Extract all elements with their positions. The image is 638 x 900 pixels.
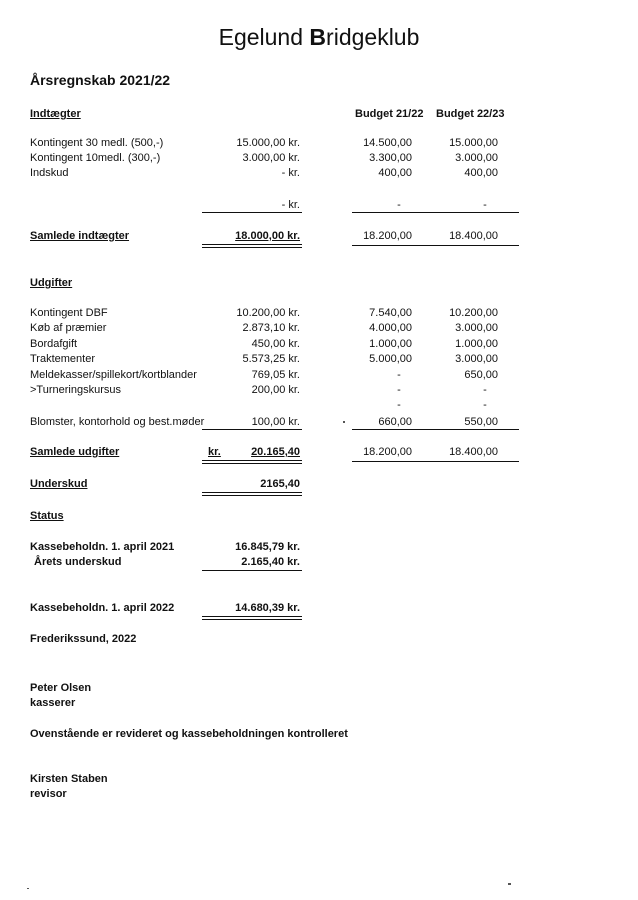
row-budget-2122: 14.500,00 (363, 137, 412, 149)
row-actual: 15.000,00 kr. (236, 137, 300, 149)
scan-speck (508, 883, 511, 885)
income-total-label: Samlede indtægter (30, 230, 130, 242)
status-rule (202, 570, 302, 571)
row-label: Meldekasser/spillekort/kortblander (30, 369, 197, 381)
row-budget-2223: 15.000,00 (449, 137, 498, 149)
blank-actual: - kr. (281, 199, 300, 211)
year-deficit-value: 2.165,40 kr. (241, 556, 300, 568)
expenses-heading: Udgifter (30, 277, 73, 289)
treasurer-role: kasserer (30, 697, 76, 709)
expense-total-budget-rule (352, 461, 519, 462)
row-label: Køb af præmier (30, 322, 107, 334)
row-label: Kontingent 10medl. (300,-) (30, 152, 161, 164)
row-budget-2223: 1.000,00 (455, 338, 498, 350)
row-label: Indskud (30, 167, 69, 179)
row-label: Kontingent DBF (30, 307, 108, 319)
row-actual: 200,00 kr. (251, 384, 300, 396)
row-budget-2223: - (483, 384, 487, 396)
deficit-double-rule (202, 492, 302, 496)
row-budget-2223: 10.200,00 (449, 307, 498, 319)
row-label: Bordafgift (30, 338, 78, 350)
income-total-budget-2223: 18.400,00 (449, 230, 498, 242)
budget-2122-header: Budget 21/22 (355, 108, 424, 120)
row-budget-2223: 3.000,00 (455, 322, 498, 334)
status-heading: Status (30, 510, 64, 522)
expense-total-budget-2122: 18.200,00 (363, 446, 412, 458)
row-budget-2122: 1.000,00 (369, 338, 412, 350)
row-label: Traktementer (30, 353, 96, 365)
auditor-name: Kirsten Staben (30, 773, 108, 785)
row-actual: 3.000,00 kr. (242, 152, 300, 164)
income-subtotal-rule (202, 212, 302, 213)
auditor-role: revisor (30, 788, 67, 800)
deficit-label: Underskud (30, 478, 88, 490)
expense-total-label: Samlede udgifter (30, 446, 120, 458)
row-actual: 2.873,10 kr. (242, 322, 300, 334)
audit-statement: Ovenstående er revideret og kassebeholdningen kontrolleret (30, 728, 348, 740)
income-total-actual: 18.000,00 kr. (235, 230, 300, 242)
expense-subtotal-rule (202, 429, 302, 430)
spacer-budget-2122: - (397, 399, 401, 411)
row-actual: 769,05 kr. (251, 369, 300, 381)
income-total-budget-rule (352, 245, 519, 246)
row-label: Blomster, kontorhold og best.møder (30, 416, 205, 428)
row-budget-2122: 3.300,00 (369, 152, 412, 164)
club-title: Egelund Bridgeklub (218, 24, 420, 50)
closing-balance-label: Kassebeholdn. 1. april 2022 (30, 602, 175, 614)
closing-double-rule (202, 616, 302, 620)
income-total-double-rule (202, 244, 302, 248)
scan-speck (27, 888, 29, 889)
year-deficit-label: Årets underskud (34, 556, 122, 568)
opening-balance-label: Kassebeholdn. 1. april 2021 (30, 541, 175, 553)
opening-balance-value: 16.845,79 kr. (235, 541, 300, 553)
expense-budget-rule (352, 429, 519, 430)
row-budget-2122: 5.000,00 (369, 353, 412, 365)
income-heading: Indtægter (30, 108, 81, 120)
place-date: Frederikssund, 2022 (30, 633, 137, 645)
expense-total-kr: kr. (208, 446, 221, 458)
budget-2223-header: Budget 22/23 (436, 108, 505, 120)
income-total-budget-2122: 18.200,00 (363, 230, 412, 242)
row-budget-2223: 3.000,00 (455, 152, 498, 164)
row-actual: - kr. (281, 167, 300, 179)
row-actual: 100,00 kr. (251, 416, 300, 428)
row-budget-2223: 650,00 (464, 369, 498, 381)
blank-budget-2122: - (397, 199, 401, 211)
blank-budget-2223: - (483, 199, 487, 211)
row-label: Kontingent 30 medl. (500,-) (30, 137, 164, 149)
row-budget-2122: 660,00 (378, 416, 412, 428)
row-budget-2122: 4.000,00 (369, 322, 412, 334)
expense-total-actual: 20.165,40 (251, 446, 300, 458)
row-budget-2223: 400,00 (464, 167, 498, 179)
row-budget-2122: - (397, 384, 401, 396)
report-subtitle: Årsregnskab 2021/22 (30, 72, 171, 88)
row-label: >Turneringskursus (30, 384, 121, 396)
row-actual: 10.200,00 kr. (236, 307, 300, 319)
spacer-budget-2223: - (483, 399, 487, 411)
income-budget-rule (352, 212, 519, 213)
row-budget-2122: 400,00 (378, 167, 412, 179)
row-budget-2223: 550,00 (464, 416, 498, 428)
expense-total-budget-2223: 18.400,00 (449, 446, 498, 458)
deficit-value: 2165,40 (260, 478, 300, 490)
row-budget-2122: - (397, 369, 401, 381)
scan-speck (343, 421, 345, 423)
row-actual: 450,00 kr. (251, 338, 300, 350)
row-budget-2122: 7.540,00 (369, 307, 412, 319)
expense-total-double-rule (202, 460, 302, 464)
treasurer-name: Peter Olsen (30, 682, 92, 694)
row-budget-2223: 3.000,00 (455, 353, 498, 365)
closing-balance-value: 14.680,39 kr. (235, 602, 300, 614)
row-actual: 5.573,25 kr. (242, 353, 300, 365)
